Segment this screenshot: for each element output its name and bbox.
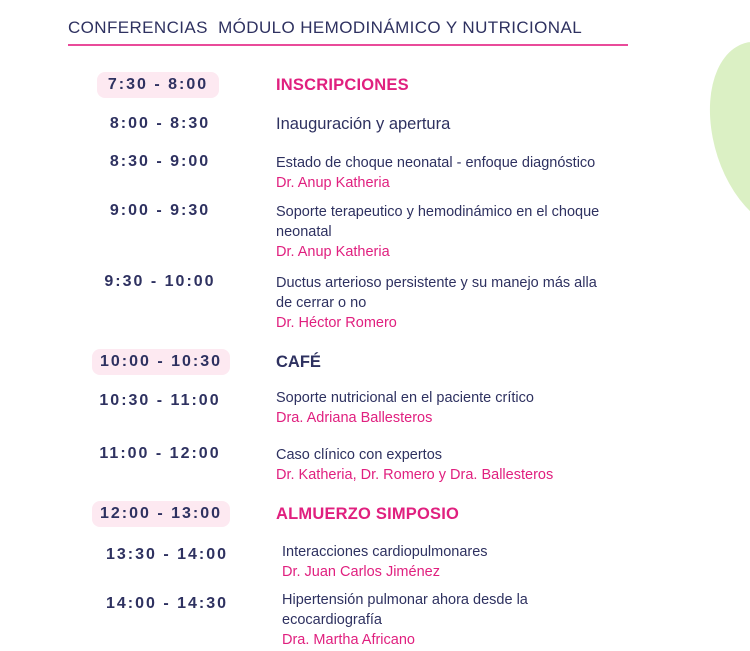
speaker-name: Dr. Katheria, Dr. Romero y Dra. Ballesteros — [276, 467, 554, 483]
decorative-leaf-shape — [687, 28, 750, 252]
page-title: CONFERENCIAS MÓDULO HEMODINÁMICO Y NUTRICIONAL — [68, 18, 583, 37]
session-label: CAFÉ — [276, 353, 321, 371]
session-content — [276, 445, 676, 486]
talk-title: Caso clínico con expertos — [276, 447, 443, 463]
talk-title: Soporte nutricional en el paciente crítico — [276, 390, 534, 406]
speaker-name: Dr. Anup Katheria — [276, 175, 390, 191]
time-slot: 8:00 - 8:30 — [109, 115, 211, 132]
talk-title: Interacciones cardiopulmonares — [282, 544, 488, 560]
time-slot: 10:00 - 10:30 — [92, 349, 230, 375]
talk-title-line: ecocardiografía — [282, 612, 382, 628]
session-label: ALMUERZO SIMPOSIO — [276, 505, 460, 523]
time-slot: 10:30 - 11:00 — [99, 392, 221, 409]
talk-title: Estado de choque neonatal - enfoque diagnóstico — [276, 155, 596, 171]
session-content — [276, 153, 676, 194]
time-slot: 12:00 - 13:00 — [92, 501, 230, 527]
time-slot: 13:30 - 14:00 — [105, 546, 229, 563]
session-content — [282, 542, 682, 583]
session-content — [276, 273, 676, 334]
session-content — [276, 115, 676, 134]
talk-title-line: Soporte terapeutico y hemodinámico en el choque — [276, 204, 600, 220]
session-content — [276, 388, 676, 429]
session-content — [276, 505, 676, 524]
talk-title-line: Ductus arterioso persistente y su manejo más alla — [276, 275, 597, 291]
time-slot: 7:30 - 8:00 — [97, 72, 219, 98]
time-slot: 11:00 - 12:00 — [99, 445, 221, 462]
session-content — [276, 353, 676, 372]
talk-title-line: Hipertensión pulmonar ahora desde la — [282, 592, 528, 608]
speaker-name: Dr. Héctor Romero — [276, 315, 397, 331]
title-underline — [68, 44, 628, 46]
speaker-name: Dr. Juan Carlos Jiménez — [282, 564, 440, 580]
session-content — [276, 202, 676, 263]
speaker-name: Dra. Martha Africano — [282, 632, 415, 648]
session-content — [282, 590, 682, 651]
time-slot: 9:00 - 9:30 — [109, 202, 211, 219]
time-slot: 8:30 - 9:00 — [109, 153, 211, 170]
session-label: INSCRIPCIONES — [276, 76, 409, 94]
time-slot: 14:00 - 14:30 — [105, 595, 229, 612]
session-content — [276, 76, 676, 95]
talk-title-line: neonatal — [276, 224, 332, 240]
time-slot: 9:30 - 10:00 — [104, 273, 216, 290]
session-label: Inauguración y apertura — [276, 115, 451, 133]
speaker-name: Dr. Anup Katheria — [276, 244, 390, 260]
talk-title-line: de cerrar o no — [276, 295, 367, 311]
speaker-name: Dra. Adriana Ballesteros — [276, 410, 433, 426]
